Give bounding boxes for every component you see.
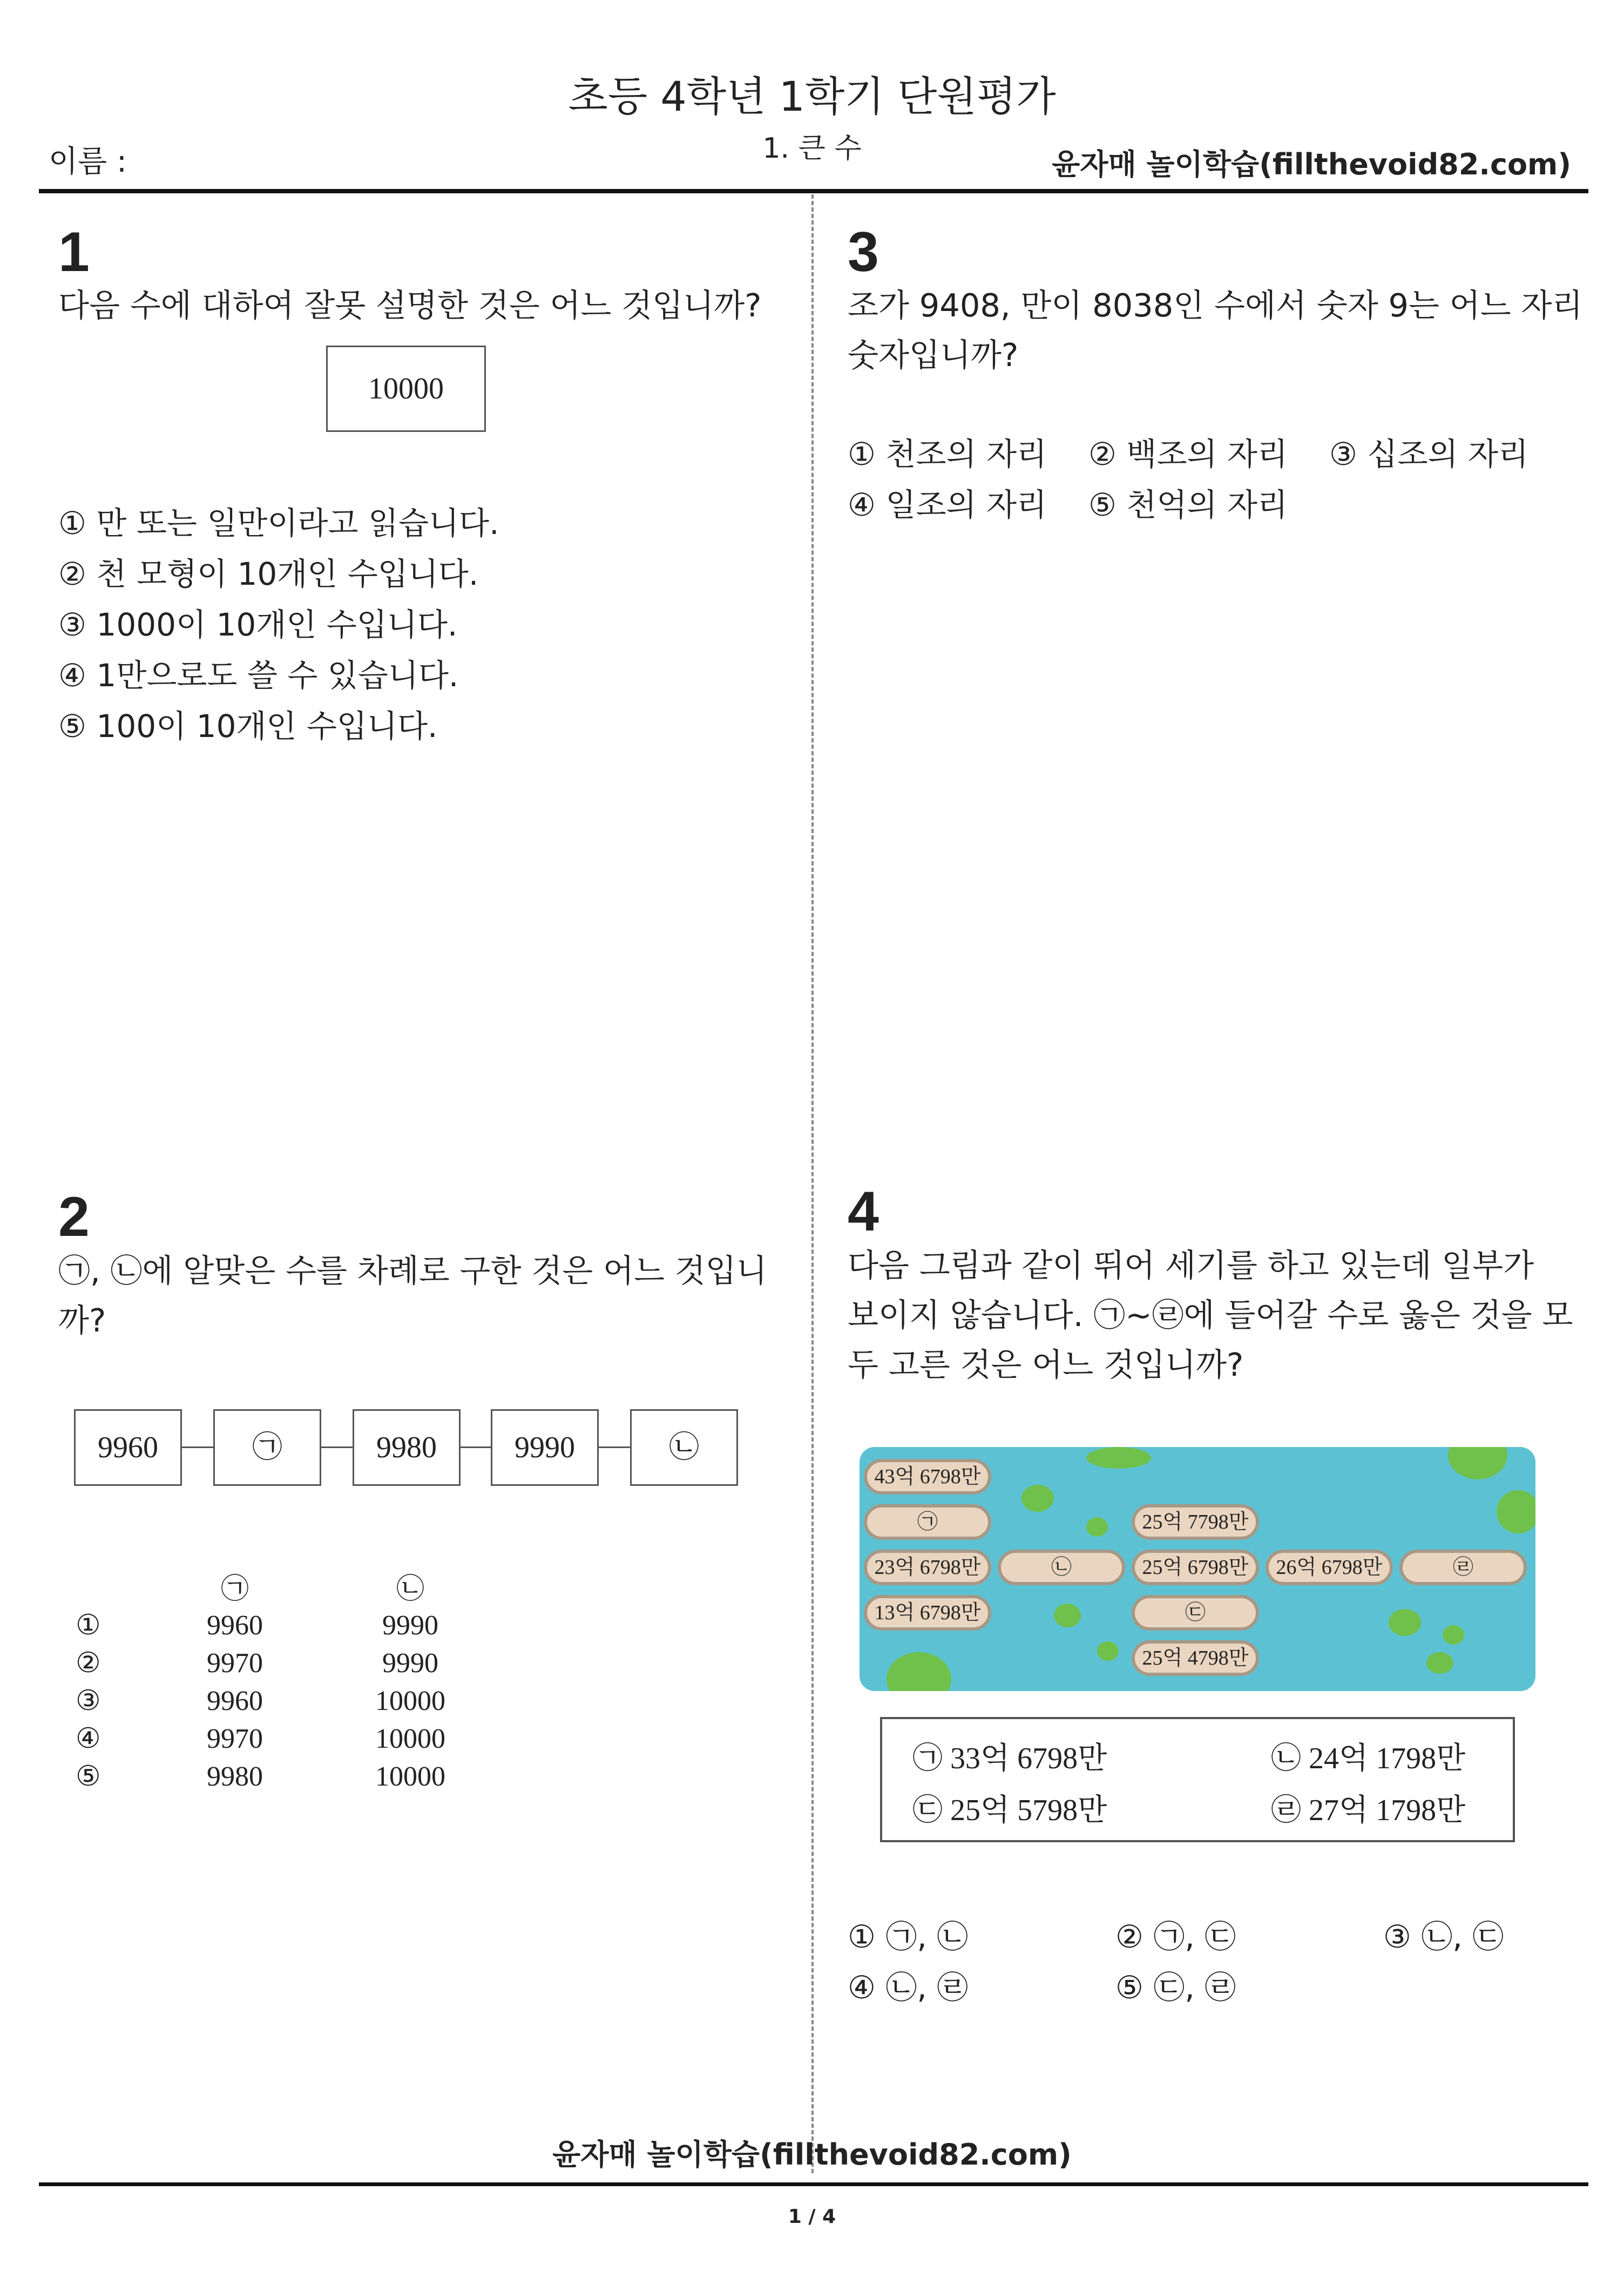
question-number-2: 2 xyxy=(58,1186,90,1248)
unit-subtitle: 1. 큰 수 xyxy=(762,132,862,165)
q1-options xyxy=(58,498,499,752)
q4-option-5[interactable]: ⑤ ㉢, ㉣ xyxy=(1115,1969,1236,2006)
pond-stone-5: ㉡ xyxy=(998,1550,1125,1585)
row-mark: ④ xyxy=(76,1723,101,1754)
lily-pad xyxy=(1497,1490,1535,1533)
pond-stone-7: 26억 6798만 xyxy=(1266,1550,1393,1585)
row-mark: ② xyxy=(76,1648,101,1679)
table-row[interactable] xyxy=(76,1606,497,1644)
chain-box-1: 9960 xyxy=(74,1409,182,1486)
question-3-text xyxy=(848,281,1583,380)
pond-stone-3: 25억 7798만 xyxy=(1132,1504,1259,1540)
lily-pad xyxy=(887,1652,951,1691)
row-value-b: 9990 xyxy=(382,1610,438,1641)
pond-stone-9: 13억 6798만 xyxy=(864,1595,991,1631)
pond-stone-1: 43억 6798만 xyxy=(864,1459,991,1495)
question-number-3: 3 xyxy=(848,221,879,283)
question-2-text xyxy=(58,1246,767,1346)
row-value-a: 9960 xyxy=(207,1685,263,1716)
q1-option-2[interactable]: ② 천 모형이 10개인 수입니다. xyxy=(58,556,479,592)
row-mark: ⑤ xyxy=(76,1761,101,1792)
q2-text-line2: 까? xyxy=(58,1302,106,1339)
lily-pad xyxy=(1054,1604,1081,1627)
q1-number-box: 10000 xyxy=(326,346,486,432)
lily-pad xyxy=(1389,1609,1421,1636)
lily-pad xyxy=(1443,1625,1464,1645)
row-value-a: 9960 xyxy=(207,1610,263,1641)
pond-stone-11: 25억 4798만 xyxy=(1132,1640,1259,1676)
name-label: 이름 : xyxy=(49,144,127,179)
page-title: 초등 4학년 1학기 단원평가 xyxy=(568,72,1056,120)
question-number-4: 4 xyxy=(848,1180,879,1243)
table-header-a: ㉠ xyxy=(220,1574,249,1605)
table-row[interactable] xyxy=(76,1720,497,1757)
pond-illustration xyxy=(860,1447,1535,1691)
q3-option-3[interactable]: ③ 십조의 자리 xyxy=(1329,436,1529,472)
q3-option-4[interactable]: ④ 일조의 자리 xyxy=(848,486,1047,523)
q4-text-line3: 두 고른 것은 어느 것입니까? xyxy=(848,1346,1244,1383)
column-divider xyxy=(811,194,814,2173)
lily-pad xyxy=(1086,1517,1108,1537)
row-value-b: 10000 xyxy=(375,1761,445,1792)
q4-option-4[interactable]: ④ ㉡, ㉣ xyxy=(848,1969,969,2006)
q3-option-5[interactable]: ⑤ 천억의 자리 xyxy=(1088,486,1288,523)
row-mark: ③ xyxy=(76,1686,101,1716)
chain-box-4: 9990 xyxy=(491,1409,599,1486)
table-row[interactable] xyxy=(76,1757,497,1795)
lily-pad xyxy=(1086,1447,1151,1469)
candidate-c: ㉢ 25억 5798만 xyxy=(912,1794,1107,1827)
q4-text-line1: 다음 그림과 같이 뛰어 세기를 하고 있는데 일부가 xyxy=(848,1247,1534,1284)
q1-option-5[interactable]: ⑤ 100이 10개인 수입니다. xyxy=(58,708,438,745)
q4-text-line2: 보이지 않습니다. ㉠~㉣에 들어갈 수로 옳은 것을 모 xyxy=(848,1296,1573,1334)
table-row[interactable] xyxy=(76,1644,497,1682)
q4-option-3[interactable]: ③ ㉡, ㉢ xyxy=(1383,1918,1504,1955)
question-4-text xyxy=(848,1241,1573,1390)
q3-option-1[interactable]: ① 천조의 자리 xyxy=(848,436,1047,472)
q4-option-2[interactable]: ② ㉠, ㉢ xyxy=(1115,1918,1236,1955)
chain-box-3: 9980 xyxy=(353,1409,461,1486)
row-value-a: 9970 xyxy=(207,1723,263,1754)
q2-text-line1: ㉠, ㉡에 알맞은 수를 차례로 구한 것은 어느 것입니 xyxy=(58,1252,767,1289)
lily-pad xyxy=(1426,1652,1453,1674)
q1-option-1[interactable]: ① 만 또는 일만이라고 읽습니다. xyxy=(58,505,499,542)
row-value-b: 9990 xyxy=(382,1647,438,1679)
lily-pad xyxy=(1448,1447,1507,1479)
q2-number-chain xyxy=(74,1409,738,1486)
table-header-row xyxy=(76,1566,497,1606)
page-number: 1 / 4 xyxy=(788,2206,836,2228)
pond-stone-4: 23억 6798만 xyxy=(864,1550,991,1585)
footer-rule xyxy=(39,2182,1588,2186)
q3-text-line2: 숫자입니까? xyxy=(848,336,1019,374)
pond-stone-6: 25억 6798만 xyxy=(1132,1550,1259,1585)
candidate-a: ㉠ 33억 6798만 xyxy=(912,1742,1107,1775)
pond-stone-2: ㉠ xyxy=(864,1504,991,1540)
lily-pad xyxy=(1097,1641,1119,1661)
row-value-a: 9970 xyxy=(207,1647,263,1679)
header-rule xyxy=(39,189,1588,193)
header-brand: 윤자매 놀이학습(fillthevoid82.com) xyxy=(1052,147,1571,181)
question-number-1: 1 xyxy=(58,221,90,283)
candidate-b: ㉡ 24억 1798만 xyxy=(1271,1742,1466,1775)
q3-option-2[interactable]: ② 백조의 자리 xyxy=(1088,436,1288,472)
row-value-a: 9980 xyxy=(207,1761,263,1792)
footer-brand: 윤자매 놀이학습(fillthevoid82.com) xyxy=(552,2138,1072,2172)
q2-answer-table xyxy=(76,1566,497,1795)
candidate-d: ㉣ 27억 1798만 xyxy=(1271,1794,1466,1827)
q4-option-1[interactable]: ① ㉠, ㉡ xyxy=(848,1918,969,1955)
row-value-b: 10000 xyxy=(375,1685,445,1716)
q1-option-4[interactable]: ④ 1만으로도 쓸 수 있습니다. xyxy=(58,657,459,694)
pond-stone-8: ㉣ xyxy=(1399,1550,1527,1585)
chain-box-5: ㉡ xyxy=(630,1409,738,1486)
lily-pad xyxy=(1021,1485,1054,1512)
q1-option-3[interactable]: ③ 1000이 10개인 수입니다. xyxy=(58,606,458,643)
q4-candidates-box xyxy=(880,1717,1515,1842)
pond-stone-10: ㉢ xyxy=(1132,1595,1259,1631)
chain-box-2: ㉠ xyxy=(213,1409,321,1486)
row-mark: ① xyxy=(76,1610,101,1641)
row-value-b: 10000 xyxy=(375,1723,445,1754)
question-1-text: 다음 수에 대하여 잘못 설명한 것은 어느 것입니까? xyxy=(58,287,762,324)
table-row[interactable] xyxy=(76,1682,497,1720)
q3-text-line1: 조가 9408, 만이 8038인 수에서 숫자 9는 어느 자리 xyxy=(848,287,1583,324)
table-header-b: ㉡ xyxy=(396,1574,424,1605)
